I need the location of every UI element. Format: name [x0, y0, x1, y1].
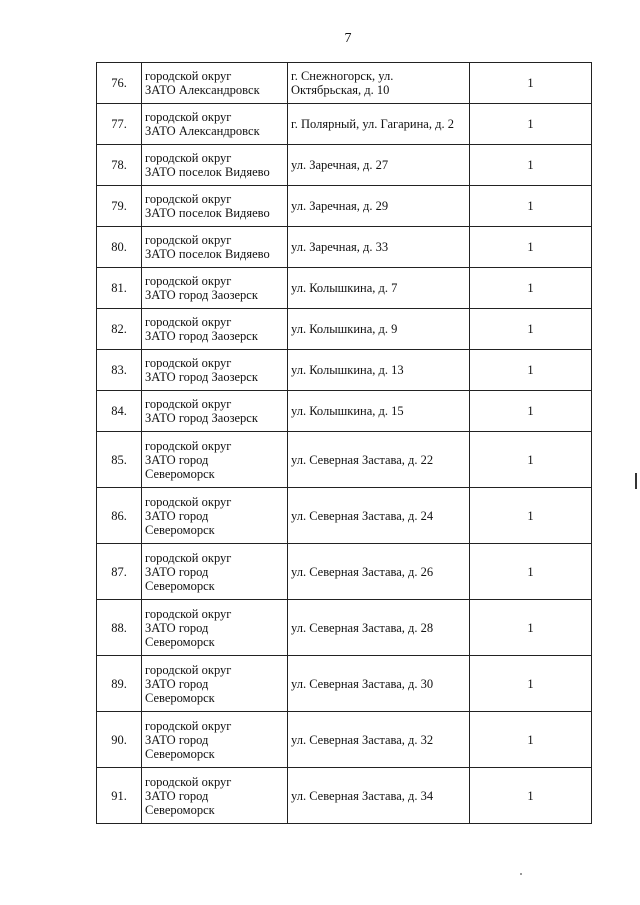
municipality-line: ЗАТО город	[145, 508, 209, 523]
quantity-cell: 1	[470, 391, 592, 432]
quantity-cell: 1	[470, 145, 592, 186]
row-number: 76.	[97, 63, 142, 104]
municipality-line: ЗАТО город Заозерск	[145, 329, 258, 343]
row-number: 90.	[97, 712, 142, 768]
municipality-line: городской округ	[145, 774, 232, 789]
municipality-line: городской округ	[145, 151, 232, 165]
address-cell: ул. Северная Застава, д. 28	[288, 600, 470, 656]
quantity-cell: 1	[470, 309, 592, 350]
municipality-line: ЗАТО поселок Видяево	[145, 206, 270, 220]
address-cell: ул. Северная Застава, д. 22	[288, 432, 470, 488]
address-cell: ул. Колышкина, д. 13	[288, 350, 470, 391]
municipality-line: городской округ	[145, 550, 232, 565]
address-cell: ул. Заречная, д. 27	[288, 145, 470, 186]
municipality-line: городской округ	[145, 110, 232, 124]
municipality-cell	[142, 268, 288, 309]
municipality-cell	[142, 145, 288, 186]
municipality-line: Североморск	[145, 802, 215, 817]
municipality-line: ЗАТО Александровск	[145, 124, 260, 138]
quantity-cell: 1	[470, 104, 592, 145]
municipality-cell	[142, 488, 288, 544]
address-cell: ул. Заречная, д. 33	[288, 227, 470, 268]
municipality-line: ЗАТО город	[145, 788, 209, 803]
quantity-cell: 1	[470, 768, 592, 824]
row-number: 80.	[97, 227, 142, 268]
quantity-cell: 1	[470, 712, 592, 768]
table-row	[97, 227, 592, 268]
municipality-line: ЗАТО город Заозерск	[145, 370, 258, 384]
row-number: 82.	[97, 309, 142, 350]
quantity-cell: 1	[470, 63, 592, 104]
municipality-cell	[142, 227, 288, 268]
municipality-line: ЗАТО Александровск	[145, 83, 260, 97]
address-cell: ул. Северная Застава, д. 24	[288, 488, 470, 544]
municipality-cell	[142, 712, 288, 768]
quantity-cell: 1	[470, 350, 592, 391]
quantity-cell: 1	[470, 488, 592, 544]
table-row	[97, 656, 592, 712]
row-number: 81.	[97, 268, 142, 309]
municipality-cell	[142, 309, 288, 350]
quantity-cell: 1	[470, 268, 592, 309]
municipality-line: городской округ	[145, 397, 232, 411]
table-row	[97, 309, 592, 350]
address-cell: ул. Северная Застава, д. 34	[288, 768, 470, 824]
municipality-line: Североморск	[145, 522, 215, 537]
table-row	[97, 488, 592, 544]
municipality-line: городской округ	[145, 356, 232, 370]
table-row	[97, 104, 592, 145]
address-cell: ул. Колышкина, д. 7	[288, 268, 470, 309]
municipality-cell	[142, 186, 288, 227]
municipality-line: ЗАТО поселок Видяево	[145, 247, 270, 261]
quantity-cell: 1	[470, 432, 592, 488]
table-row	[97, 186, 592, 227]
quantity-cell: 1	[470, 186, 592, 227]
table-row	[97, 268, 592, 309]
row-number: 86.	[97, 488, 142, 544]
margin-mark	[635, 473, 637, 489]
municipality-cell	[142, 350, 288, 391]
municipality-line: городской округ	[145, 315, 232, 329]
quantity-cell: 1	[470, 600, 592, 656]
table-row	[97, 432, 592, 488]
table-row	[97, 712, 592, 768]
municipality-line: ЗАТО город	[145, 676, 209, 691]
municipality-line: ЗАТО город Заозерск	[145, 411, 258, 425]
table-row	[97, 350, 592, 391]
row-number: 87.	[97, 544, 142, 600]
municipality-line: ЗАТО город	[145, 452, 209, 467]
row-number: 77.	[97, 104, 142, 145]
table-row	[97, 544, 592, 600]
row-number: 84.	[97, 391, 142, 432]
row-number: 91.	[97, 768, 142, 824]
municipality-line: ЗАТО город	[145, 620, 209, 635]
table-row	[97, 600, 592, 656]
row-number: 88.	[97, 600, 142, 656]
table-body	[97, 63, 592, 824]
municipality-line: Североморск	[145, 746, 215, 761]
municipality-cell	[142, 600, 288, 656]
municipality-line: Североморск	[145, 466, 215, 481]
municipality-line: городской округ	[145, 69, 232, 83]
municipality-cell	[142, 544, 288, 600]
row-number: 78.	[97, 145, 142, 186]
address-cell: ул. Колышкина, д. 15	[288, 391, 470, 432]
table-row	[97, 63, 592, 104]
scan-artifact	[520, 873, 522, 875]
row-number: 79.	[97, 186, 142, 227]
quantity-cell: 1	[470, 544, 592, 600]
address-cell: ул. Колышкина, д. 9	[288, 309, 470, 350]
municipality-line: Североморск	[145, 690, 215, 705]
page-number: 7	[344, 31, 352, 46]
quantity-cell: 1	[470, 227, 592, 268]
municipality-line: городской округ	[145, 274, 232, 288]
table-row	[97, 391, 592, 432]
row-number: 89.	[97, 656, 142, 712]
municipality-line: ЗАТО город Заозерск	[145, 288, 258, 302]
quantity-cell: 1	[470, 656, 592, 712]
address-cell: ул. Северная Застава, д. 32	[288, 712, 470, 768]
municipality-line: ЗАТО город	[145, 732, 209, 747]
address-cell: г. Снежногорск, ул. Октябрьская, д. 10	[288, 63, 470, 104]
municipality-line: городской округ	[145, 662, 232, 677]
municipality-line: ЗАТО поселок Видяево	[145, 165, 270, 179]
address-cell: ул. Северная Застава, д. 30	[288, 656, 470, 712]
municipality-line: городской округ	[145, 494, 232, 509]
table-row	[97, 768, 592, 824]
row-number: 83.	[97, 350, 142, 391]
municipality-cell	[142, 656, 288, 712]
address-cell: ул. Заречная, д. 29	[288, 186, 470, 227]
municipality-line: ЗАТО город	[145, 564, 209, 579]
municipality-line: городской округ	[145, 718, 232, 733]
municipality-cell	[142, 63, 288, 104]
municipality-line: Североморск	[145, 634, 215, 649]
municipality-line: городской округ	[145, 438, 232, 453]
table-row	[97, 145, 592, 186]
row-number: 85.	[97, 432, 142, 488]
municipality-cell	[142, 768, 288, 824]
municipality-cell	[142, 104, 288, 145]
address-cell: ул. Северная Застава, д. 26	[288, 544, 470, 600]
municipality-line: Североморск	[145, 578, 215, 593]
municipality-line: городской округ	[145, 606, 232, 621]
municipality-cell	[142, 432, 288, 488]
address-cell: г. Полярный, ул. Гагарина, д. 2	[288, 104, 470, 145]
municipality-line: городской округ	[145, 233, 232, 247]
address-table	[96, 62, 592, 824]
municipality-line: городской округ	[145, 192, 232, 206]
municipality-cell	[142, 391, 288, 432]
